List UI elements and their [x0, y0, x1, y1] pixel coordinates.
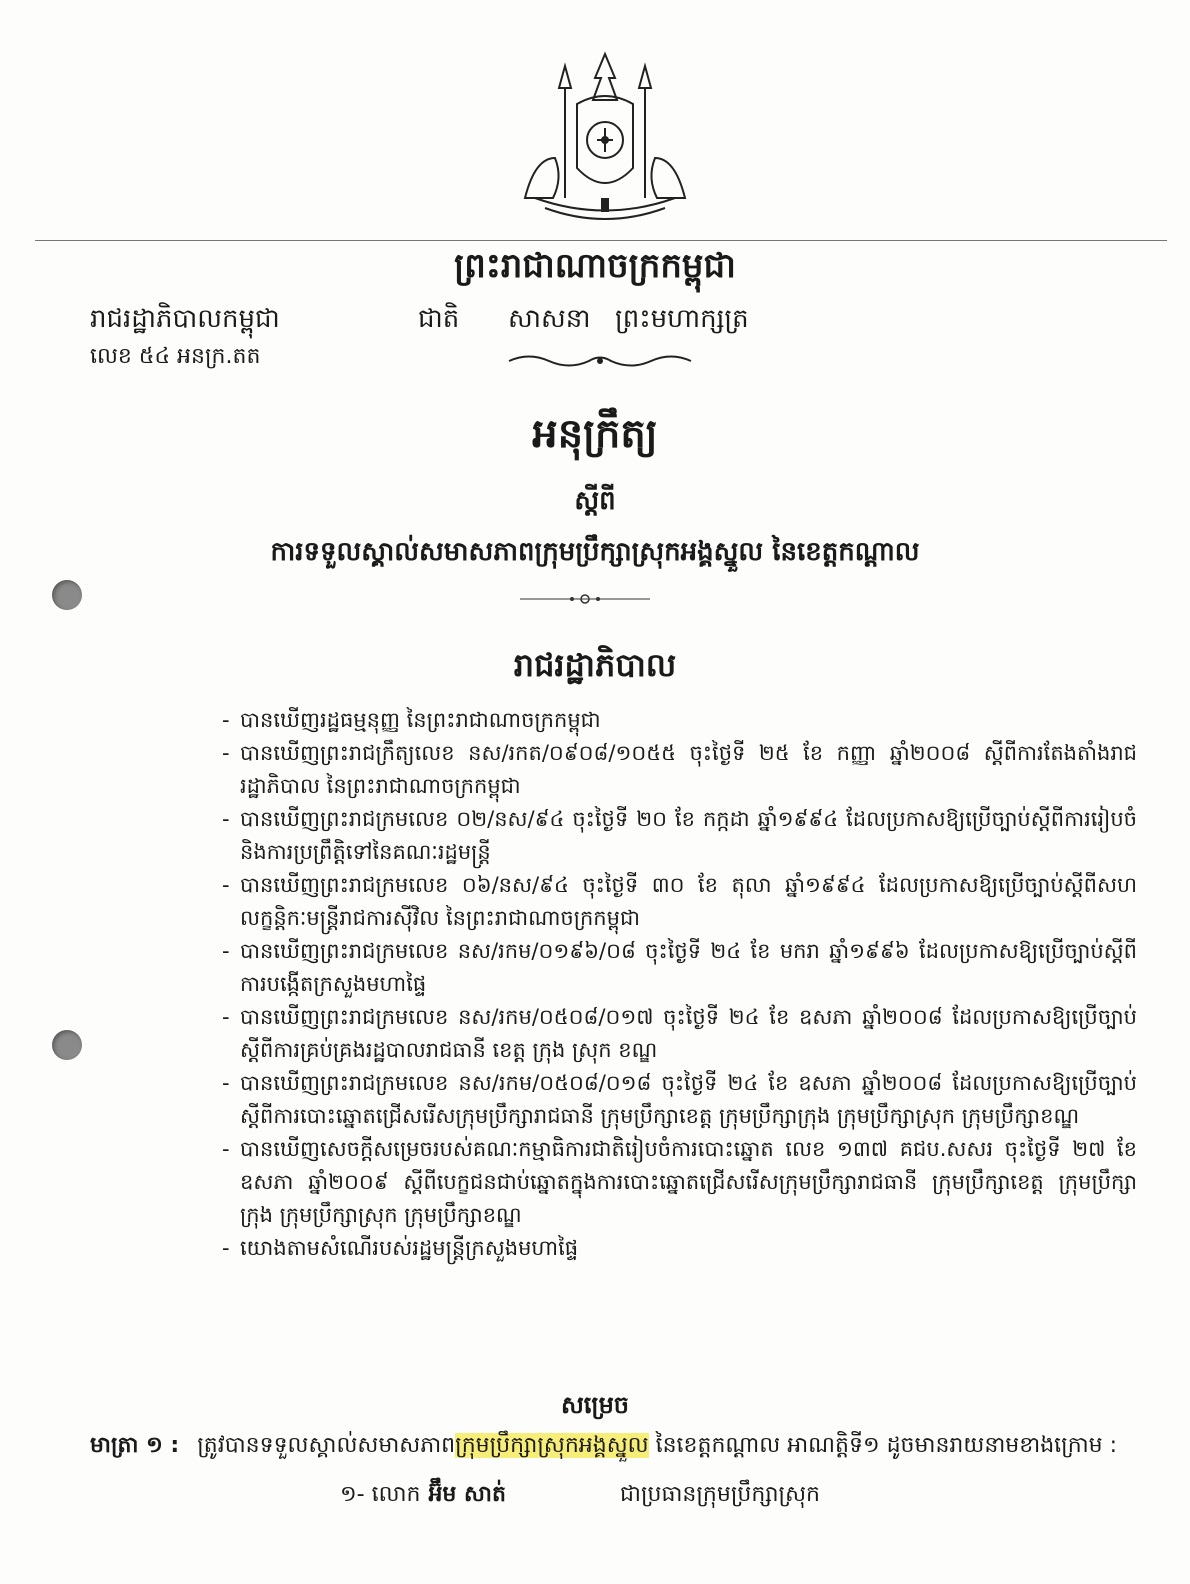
issuer-heading: រាជរដ្ឋាភិបាល: [513, 646, 677, 684]
article-label: មាត្រា ១ :: [90, 1433, 180, 1458]
punch-hole-middle: [52, 1030, 82, 1060]
article-text-before: ត្រូវបានទទួលស្គាល់សមាសភាព: [197, 1433, 456, 1458]
member-index: ១- លោក: [340, 1482, 421, 1507]
decision-heading: សម្រេច: [560, 1391, 630, 1419]
ornament-divider-icon: [505, 350, 695, 372]
list-item: - បានឃើញរដ្ឋធម្មនុញ្ញ នៃព្រះរាជាណាចក្រកម្ពុជា: [222, 708, 601, 732]
motto-nation: ជាតិ: [418, 304, 460, 334]
list-item: - បានឃើញព្រះរាជក្រមលេខ នស/រកម/០៥០៨/០១៨ ចុះថ្ងៃទី ២៤ ខែ ឧសភា ឆ្នាំ២០០៨ ដែលប្រកាសឱ្យប្រើច្បាប់ស្តីពីការបោះឆ្នោតជ្រើសរើសក្រុមប្រឹក្សារាជធានី ក្រុមប្រឹក្សាខេត្ត ក្រុមប្រឹក្សាក្រុង ក្រុមប្រឹក្សាស្រុក ក្រុមប្រឹក្សាខណ្ឌ: [222, 1071, 1137, 1128]
document-number: លេខ ៥៤ អនក្រ.តត: [90, 344, 261, 369]
article-1: [90, 1430, 1140, 1462]
royal-coat-of-arms-icon: [505, 48, 705, 228]
document-title: អនុក្រឹត្យ: [532, 411, 658, 457]
list-item: - យោងតាមសំណើរបស់រដ្ឋមន្ត្រីក្រសួងមហាផ្ទៃ: [222, 1236, 579, 1260]
preamble-clauses: [222, 704, 1137, 1265]
list-item: - បានឃើញព្រះរាជក្រមលេខ ០៦/នស/៩៤ ចុះថ្ងៃទី ៣០ ខែ តុលា ឆ្នាំ១៩៩៤ ដែលប្រកាសឱ្យប្រើច្បាប់ស្តីពីសហលក្ខន្តិកៈមន្ត្រីរាជការស៊ីវិល នៃព្រះរាជាណាចក្រកម្ពុជា: [222, 873, 1137, 930]
punch-hole-top: [52, 580, 82, 610]
document-subtitle: ស្តីពី: [574, 486, 616, 516]
document-topic: ការទទួលស្គាល់សមាសភាពក្រុមប្រឹក្សាស្រុកអង្គស្នួល នៃខេត្តកណ្តាល: [270, 537, 920, 567]
member-name: អ៊ឹម សាត់: [428, 1482, 506, 1507]
member-row: [340, 1480, 821, 1512]
list-item: - បានឃើញព្រះរាជក្រមលេខ នស/រកម/០១៩៦/០៨ ចុះថ្ងៃទី ២៤ ខែ មករា ឆ្នាំ១៩៩៦ ដែលប្រកាសឱ្យប្រើច្បាប់ស្តីពីការបង្កើតក្រសួងមហាផ្ទៃ: [222, 939, 1137, 996]
list-item: - បានឃើញព្រះរាជក្រមលេខ ០២/នស/៩៤ ចុះថ្ងៃទី ២០ ខែ កក្កដា ឆ្នាំ១៩៩៤ ដែលប្រកាសឱ្យប្រើច្បាប់ស្តីពីការរៀបចំ និងការប្រព្រឹត្តិទៅនៃគណៈរដ្ឋមន្ត្រី: [222, 807, 1137, 864]
top-rule: [35, 240, 1167, 241]
list-item: - បានឃើញសេចក្តីសម្រេចរបស់គណៈកម្មាធិការជាតិរៀបចំការបោះឆ្នោត លេខ ១៣៧ គជប.សសរ ចុះថ្ងៃទី ២៧ ខែ ឧសភា ឆ្នាំ២០០៩ ស្តីពីបេក្ខជនជាប់ឆ្នោតក្នុងការបោះឆ្នោតជ្រើសរើសក្រុមប្រឹក្សារាជធានី ក្រុមប្រឹក្សាខេត្ត ក្រុមប្រឹក្សាក្រុង ក្រុមប្រឹក្សាស្រុក ក្រុមប្រឹក្សាខណ្ឌ: [222, 1137, 1137, 1227]
kingdom-title: ព្រះរាជាណាចក្រកម្ពុជា: [454, 246, 736, 286]
motto-religion: សាសនា: [508, 304, 591, 334]
list-item: - បានឃើញព្រះរាជក្រឹត្យលេខ នស/រកត/០៩០៨/១០៥៥ ចុះថ្ងៃទី ២៥ ខែ កញ្ញា ឆ្នាំ២០០៨ ស្តីពីការតែងតាំងរាជរដ្ឋាភិបាល នៃព្រះរាជាណាចក្រកម្ពុជា: [222, 741, 1137, 798]
highlighted-text: ក្រុមប្រឹក្សាស្រុកអង្គស្នួល: [455, 1433, 649, 1458]
government-left: រាជរដ្ឋាភិបាលកម្ពុជា: [90, 304, 280, 334]
list-item: - បានឃើញព្រះរាជក្រមលេខ នស/រកម/០៥០៨/០១៧ ចុះថ្ងៃទី ២៤ ខែ ឧសភា ឆ្នាំ២០០៨ ដែលប្រកាសឱ្យប្រើច្បាប់ស្តីពីការគ្រប់គ្រងរដ្ឋបាលរាជធានី ខេត្ត ក្រុង ស្រុក ខណ្ឌ: [222, 1005, 1137, 1062]
article-text-after: នៃខេត្តកណ្តាល អាណត្តិទី១ ដូចមានរាយនាមខាងក្រោម :: [648, 1433, 1118, 1458]
motto-king: ព្រះមហាក្សត្រ: [615, 304, 749, 334]
member-role: ជាប្រធានក្រុមប្រឹក្សាស្រុក: [620, 1482, 821, 1507]
small-ornament-divider-icon: [520, 592, 650, 606]
